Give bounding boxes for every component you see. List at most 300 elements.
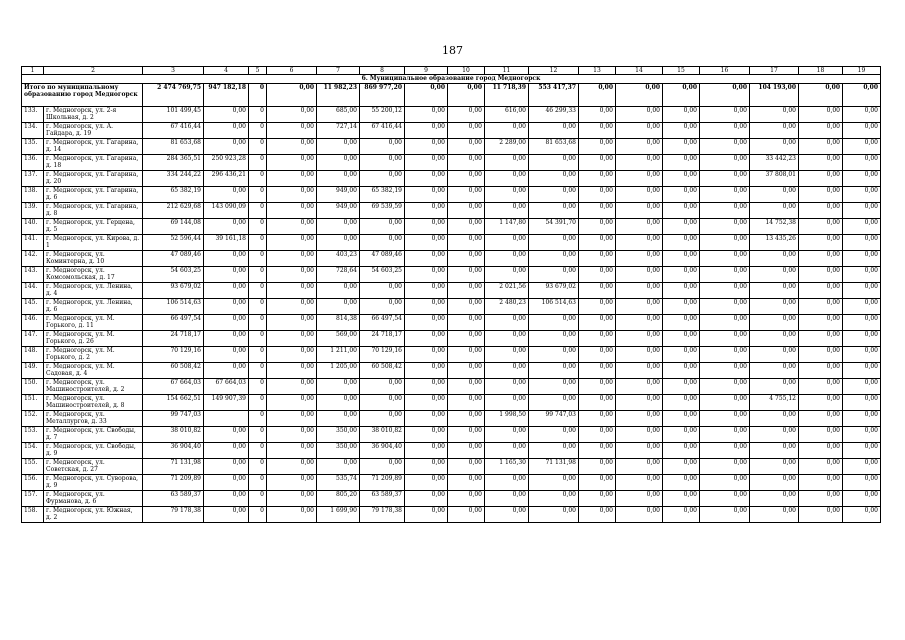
row-value: 39 161,18 [204,235,249,251]
row-value: 71 209,89 [143,475,204,491]
row-value: 0,00 [799,155,843,171]
row-value: 0,00 [204,123,249,139]
row-value: 0,00 [448,203,485,219]
row-value: 0,00 [405,299,448,315]
row-value: 106 514,63 [529,299,579,315]
row-value: 0,00 [405,411,448,427]
row-value: 0,00 [799,475,843,491]
row-value: 0,00 [700,491,750,507]
row-value: 0,00 [700,171,750,187]
row-value: 0,00 [360,395,405,411]
row-value: 0,00 [485,171,529,187]
row-value: 0 [249,267,267,283]
row-value: 0 [249,347,267,363]
row-value: 0,00 [448,347,485,363]
row-address: г. Медногорск, ул. Гагарина, д. 18 [44,155,143,171]
row-value: 70 129,16 [360,347,405,363]
row-value: 70 129,16 [143,347,204,363]
row-value: 0,00 [267,283,317,299]
row-value: 0,00 [448,267,485,283]
row-value: 0,00 [579,491,616,507]
row-value: 0,00 [405,219,448,235]
row-value: 99 747,03 [529,411,579,427]
table-row [22,283,881,299]
row-value: 0,00 [700,203,750,219]
row-value: 0,00 [360,379,405,395]
row-value: 0,00 [317,171,360,187]
column-number-row [22,67,881,75]
row-value: 2 289,00 [485,139,529,155]
row-value: 0,00 [663,459,700,475]
row-value: 0,00 [204,347,249,363]
row-value: 0,00 [204,251,249,267]
row-value: 46 299,33 [529,107,579,123]
row-value: 0,00 [405,123,448,139]
row-value: 0,00 [448,411,485,427]
column-number: 2 [44,67,143,75]
row-value: 0,00 [405,443,448,459]
row-value: 0,00 [843,187,881,203]
row-address: г. Медногорск, ул. Гагарина, д. 8 [44,203,143,219]
total-cell: 0,00 [799,84,843,107]
row-value: 0,00 [750,107,799,123]
row-value: 0,00 [616,395,663,411]
row-value: 0,00 [616,251,663,267]
row-value: 0,00 [750,139,799,155]
row-value: 0,00 [267,411,317,427]
row-value: 0,00 [267,315,317,331]
row-value: 0,00 [799,331,843,347]
row-value: 0,00 [448,331,485,347]
row-value: 0,00 [579,347,616,363]
row-number: 142. [22,251,44,267]
row-value: 67 416,44 [143,123,204,139]
row-value: 0,00 [799,491,843,507]
row-value: 106 514,63 [143,299,204,315]
row-value: 0,00 [663,331,700,347]
row-value: 0,00 [405,251,448,267]
row-value: 55 200,12 [360,107,405,123]
table-row [22,443,881,459]
table-row [22,363,881,379]
row-value: 149 907,39 [204,395,249,411]
row-value: 0,00 [204,283,249,299]
row-value: 0,00 [485,331,529,347]
row-value: 0,00 [405,427,448,443]
row-value: 67 416,44 [360,123,405,139]
column-number: 12 [529,67,579,75]
row-value: 0,00 [448,427,485,443]
row-address: г. Медногорск, ул. Машиностроителей, д. 2 [44,379,143,395]
row-value: 0,00 [579,443,616,459]
row-value: 0 [249,315,267,331]
column-number: 5 [249,67,267,75]
total-label: Итого по муниципальному образованию город Медногорск [22,84,143,107]
table-row [22,139,881,155]
row-value: 0,00 [448,443,485,459]
row-value: 0,00 [663,123,700,139]
row-value: 0 [249,475,267,491]
row-value: 0,00 [448,219,485,235]
row-value: 0,00 [267,459,317,475]
row-value: 47 089,46 [143,251,204,267]
row-value: 0,00 [267,107,317,123]
row-value: 0,00 [448,363,485,379]
row-value: 143 090,09 [204,203,249,219]
row-value: 0,00 [267,203,317,219]
row-value: 0,00 [843,283,881,299]
row-value: 0,00 [529,443,579,459]
row-value: 403,23 [317,251,360,267]
row-value: 0,00 [616,491,663,507]
row-value: 0,00 [843,139,881,155]
row-value: 0,00 [317,219,360,235]
row-value: 0,00 [405,491,448,507]
row-value: 0,00 [579,171,616,187]
total-cell: 0,00 [267,84,317,107]
row-number: 156. [22,475,44,491]
total-cell: 2 474 769,75 [143,84,204,107]
table-row [22,347,881,363]
row-value: 93 679,02 [143,283,204,299]
row-value: 0,00 [750,187,799,203]
row-value: 0,00 [579,251,616,267]
total-cell: 553 417,37 [529,84,579,107]
row-value: 0,00 [267,187,317,203]
row-value: 0,00 [529,251,579,267]
row-value: 0,00 [843,347,881,363]
row-value: 0,00 [317,235,360,251]
row-value: 0,00 [663,507,700,523]
row-value: 65 382,19 [143,187,204,203]
row-value: 0,00 [579,187,616,203]
row-value: 535,74 [317,475,360,491]
row-value: 0 [249,235,267,251]
row-number: 140. [22,219,44,235]
row-value: 0,00 [700,379,750,395]
row-value: 0,00 [405,363,448,379]
table-row [22,123,881,139]
row-value: 66 497,54 [360,315,405,331]
row-value: 0,00 [579,427,616,443]
row-value: 71 131,98 [143,459,204,475]
row-address: г. Медногорск, ул. А. Гайдара, д. 19 [44,123,143,139]
table-row [22,459,881,475]
row-value: 0,00 [267,347,317,363]
row-value: 0,00 [360,219,405,235]
row-value: 0,00 [750,251,799,267]
row-value: 0,00 [405,203,448,219]
row-value: 0,00 [799,235,843,251]
row-value: 0,00 [799,347,843,363]
row-value: 0,00 [579,155,616,171]
row-value: 81 653,68 [529,139,579,155]
row-value: 0,00 [529,123,579,139]
row-value: 24 718,17 [360,331,405,347]
row-value: 0,00 [529,235,579,251]
row-value: 0,00 [750,427,799,443]
row-value: 47 089,46 [360,251,405,267]
row-address: г. Медногорск, ул. Суворова, д. 9 [44,475,143,491]
row-value: 0,00 [529,331,579,347]
row-value: 0,00 [799,395,843,411]
row-value: 0,00 [616,203,663,219]
row-value: 0,00 [485,315,529,331]
row-value: 0,00 [663,475,700,491]
row-number: 141. [22,235,44,251]
table-row [22,475,881,491]
row-value: 0,00 [616,475,663,491]
row-number: 157. [22,491,44,507]
row-value: 0,00 [267,267,317,283]
row-value: 0,00 [663,235,700,251]
row-value: 0,00 [843,315,881,331]
row-number: 143. [22,267,44,283]
row-value: 154 662,51 [143,395,204,411]
row-value: 0,00 [663,187,700,203]
row-value: 0,00 [405,171,448,187]
row-value: 0,00 [616,123,663,139]
row-value: 0,00 [267,123,317,139]
row-value: 99 747,03 [143,411,204,427]
row-value: 0,00 [204,443,249,459]
column-number: 7 [317,67,360,75]
row-value: 296 436,21 [204,171,249,187]
row-value: 1 147,80 [485,219,529,235]
row-value: 0,00 [700,395,750,411]
row-value: 0,00 [317,395,360,411]
row-value: 52 596,44 [143,235,204,251]
row-value: 0,00 [360,139,405,155]
row-address: г. Медногорск, ул. Свободы, д. 9 [44,443,143,459]
row-value: 63 589,37 [360,491,405,507]
table-row [22,251,881,267]
row-value: 0,00 [663,491,700,507]
row-address: г. Медногорск, ул. Гагарина, д. 6 [44,187,143,203]
row-value: 0,00 [843,171,881,187]
row-value: 0,00 [799,315,843,331]
row-value: 0,00 [529,491,579,507]
total-cell: 11 718,39 [485,84,529,107]
row-value: 0,00 [267,251,317,267]
section-title: 6. Муниципальное образование город Медногорск [22,75,881,84]
row-value: 0 [249,507,267,523]
row-value: 0,00 [616,507,663,523]
row-value: 0,00 [843,411,881,427]
row-value: 13 435,26 [750,235,799,251]
row-number: 153. [22,427,44,443]
row-value: 0,00 [663,379,700,395]
row-value: 0,00 [267,395,317,411]
row-value: 0,00 [485,427,529,443]
row-value: 0,00 [843,459,881,475]
row-value: 0 [249,395,267,411]
row-address: г. Медногорск, ул. Коминтерна, д. 10 [44,251,143,267]
row-value: 0,00 [267,427,317,443]
row-value: 0,00 [579,107,616,123]
row-value: 0,00 [663,203,700,219]
row-value: 0,00 [360,235,405,251]
row-value: 0,00 [579,219,616,235]
row-value: 36 904,40 [360,443,405,459]
row-value: 0,00 [750,331,799,347]
row-address: г. Медногорск, ул. 2-я Школьная, д. 2 [44,107,143,123]
row-value: 0,00 [843,395,881,411]
row-number: 148. [22,347,44,363]
table-row [22,331,881,347]
row-value: 0,00 [405,347,448,363]
row-value: 0,00 [700,187,750,203]
row-value: 2 021,56 [485,283,529,299]
row-value: 0,00 [799,123,843,139]
row-value: 334 244,22 [143,171,204,187]
row-value: 0,00 [663,107,700,123]
row-value: 0,00 [204,107,249,123]
row-value: 0,00 [799,363,843,379]
row-value: 0,00 [204,187,249,203]
row-value: 63 589,37 [143,491,204,507]
row-value: 0,00 [843,107,881,123]
row-value: 0,00 [405,379,448,395]
column-number: 4 [204,67,249,75]
row-address: г. Медногорск, ул. Кирова, д. 1 [44,235,143,251]
row-value: 0,00 [750,315,799,331]
row-value: 0,00 [799,299,843,315]
row-value: 0,00 [843,443,881,459]
row-value: 0,00 [204,427,249,443]
row-value: 0,00 [485,363,529,379]
row-value: 0,00 [448,459,485,475]
row-value: 0,00 [700,107,750,123]
row-value: 0,00 [485,123,529,139]
row-value: 0,00 [616,139,663,155]
row-value: 284 365,51 [143,155,204,171]
row-value: 4 755,12 [750,395,799,411]
row-value: 0,00 [750,411,799,427]
row-value: 0,00 [267,331,317,347]
row-value: 0,00 [616,283,663,299]
row-value: 250 923,28 [204,155,249,171]
row-value: 0,00 [448,475,485,491]
row-value: 0,00 [663,427,700,443]
row-value: 1 165,30 [485,459,529,475]
row-value: 0 [249,331,267,347]
row-value: 0,00 [405,475,448,491]
row-value: 0,00 [267,363,317,379]
row-value: 0,00 [750,507,799,523]
row-value: 0,00 [317,155,360,171]
row-value: 949,00 [317,187,360,203]
column-number: 9 [405,67,448,75]
row-value: 0,00 [700,411,750,427]
row-value: 0,00 [529,379,579,395]
row-value: 38 010,82 [360,427,405,443]
row-value: 81 653,68 [143,139,204,155]
total-cell: 0,00 [843,84,881,107]
row-value: 0,00 [750,443,799,459]
row-number: 134. [22,123,44,139]
row-value: 0,00 [529,507,579,523]
row-value: 0,00 [843,491,881,507]
row-address: г. Медногорск, ул. М. Горького, д. 2 [44,347,143,363]
row-value: 0 [249,187,267,203]
total-cell: 947 182,18 [204,84,249,107]
table-row [22,267,881,283]
row-value: 0,00 [843,475,881,491]
row-value: 1 205,00 [317,363,360,379]
row-value: 0,00 [843,123,881,139]
column-number: 8 [360,67,405,75]
row-value: 0,00 [267,475,317,491]
table-row [22,427,881,443]
row-value: 685,00 [317,107,360,123]
row-value: 0,00 [448,155,485,171]
row-value: 0,00 [700,155,750,171]
row-address: г. Медногорск, ул. Комсомольская, д. 17 [44,267,143,283]
row-value: 0,00 [267,299,317,315]
row-value: 0,00 [843,427,881,443]
row-value: 0,00 [750,379,799,395]
row-value: 0,00 [799,187,843,203]
row-address: г. Медногорск, ул. Советская, д. 27 [44,459,143,475]
row-value: 79 178,38 [360,507,405,523]
row-value: 54 603,25 [360,267,405,283]
row-value: 0,00 [799,427,843,443]
row-value: 949,00 [317,203,360,219]
row-value: 0,00 [485,347,529,363]
row-value: 0,00 [448,235,485,251]
table-row [22,219,881,235]
row-value: 0,00 [663,411,700,427]
row-value: 0,00 [663,155,700,171]
row-value: 0,00 [360,299,405,315]
row-value: 1 211,00 [317,347,360,363]
section-row [22,75,881,84]
row-value: 0,00 [448,107,485,123]
row-value: 0,00 [750,283,799,299]
row-value: 0,00 [750,459,799,475]
row-address: г. Медногорск, ул. М. Горького, д. 26 [44,331,143,347]
row-value: 0,00 [204,139,249,155]
total-cell: 869 977,20 [360,84,405,107]
row-value: 0 [249,171,267,187]
row-value: 0,00 [579,299,616,315]
column-number: 3 [143,67,204,75]
row-value: 814,38 [317,315,360,331]
row-value: 38 010,82 [143,427,204,443]
row-value: 0,00 [579,283,616,299]
row-value: 0,00 [529,171,579,187]
row-value: 0,00 [616,459,663,475]
row-value: 2 480,23 [485,299,529,315]
row-value: 0,00 [750,299,799,315]
row-value: 0,00 [360,411,405,427]
row-value: 0,00 [799,267,843,283]
row-value: 0 [249,491,267,507]
row-value: 569,00 [317,331,360,347]
row-value: 0,00 [700,443,750,459]
row-value: 0,00 [700,347,750,363]
row-value: 0,00 [579,507,616,523]
row-address: г. Медногорск, ул. Герцена, д. 5 [44,219,143,235]
row-value: 0,00 [616,379,663,395]
row-value: 1 998,50 [485,411,529,427]
row-number: 152. [22,411,44,427]
row-value: 54 603,25 [143,267,204,283]
table-row [22,411,881,427]
row-value: 0 [249,411,267,427]
row-value: 60 508,42 [360,363,405,379]
